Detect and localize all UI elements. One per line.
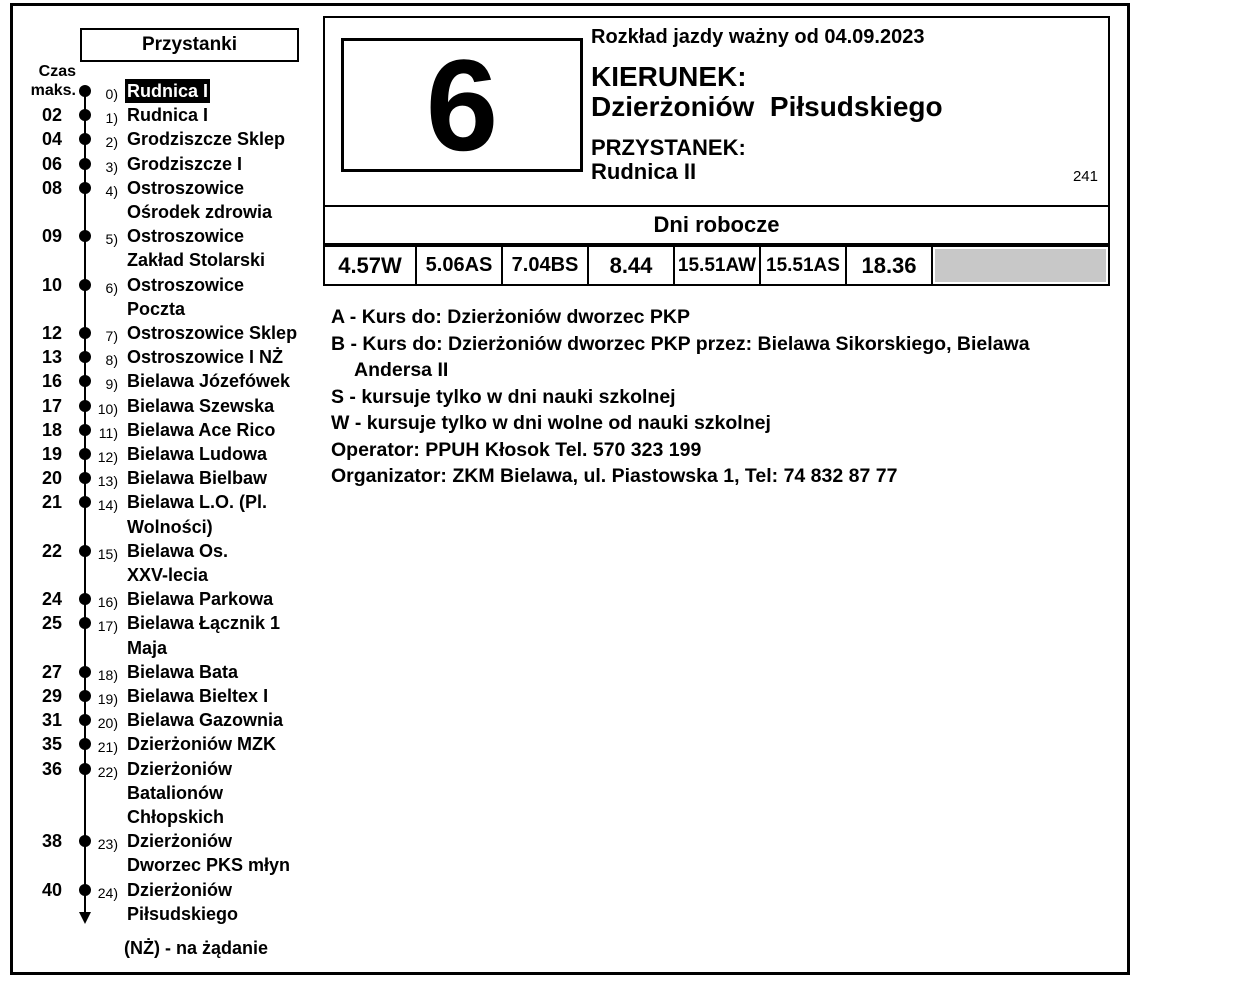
stop-row [0,369,310,393]
stop-row [0,757,310,827]
legend-line: Andersa II [354,359,449,381]
stop-dot-icon [79,593,91,605]
legend-line: Operator: PPUH Kłosok Tel. 570 323 199 [331,438,702,461]
stop-time: 31 [41,710,62,731]
departure-time: 8.44 [589,247,675,284]
stop-number: 7) [105,328,118,344]
stop-time: 22 [41,540,62,561]
stop-name: Bielawa Gazownia [127,710,284,731]
stop-number: 22) [97,763,118,780]
stop-number: 20) [97,715,118,732]
arrow-down-icon [79,912,91,924]
stop-row [0,466,310,490]
stop-dot-icon [79,472,91,484]
stop-dot-icon [79,85,91,97]
stop-row [0,224,310,271]
departures-row [323,245,1110,286]
stop-dot-icon [79,327,91,339]
stop-dot-icon [79,400,91,412]
stop-row [0,418,310,442]
departure-time: 7.04BS [503,247,589,284]
stop-row [0,829,310,876]
stop-time: 02 [41,105,62,126]
stop-dot-icon [79,666,91,678]
stop-number: 3) [105,158,118,175]
stop-row [0,321,310,345]
direction-name: Dzierżoniów Piłsudskiego [591,91,943,122]
stop-number: 14) [97,497,118,514]
stop-number: 4) [105,182,118,199]
stop-row [0,587,310,611]
stop-name: Bielawa Ludowa [127,444,268,464]
stop-row [0,878,310,924]
stop-time: 21 [41,492,62,513]
line-number-box [341,32,583,178]
stop-dot-icon [79,375,91,387]
stop-name: Dzierżoniów Dworzec PKS młyn [127,831,291,876]
stop-name: Bielawa Os. XXV-lecia [127,540,229,585]
stop-name: Bielawa Bieltex I [127,686,269,706]
stop-time: 09 [41,226,62,247]
stop-time: 35 [41,734,62,755]
stop-label: PRZYSTANEK: [591,135,746,160]
stop-row [0,103,310,127]
stop-time: 27 [41,661,62,682]
stop-row [0,345,310,369]
stop-number: 23) [97,836,118,853]
stop-name: Ostroszowice Ośrodek zdrowia [127,177,273,222]
empty-cell [935,249,1106,282]
stop-dot-icon [79,617,91,629]
stop-row [0,708,310,732]
stop-number: 19) [97,691,118,707]
stop-name: Ostroszowice I NŻ [127,347,284,368]
stop-time: 18 [41,419,62,440]
stop-time: 06 [41,153,62,174]
stop-dot-icon [79,158,91,170]
stop-dot-icon [79,424,91,436]
stop-row [0,539,310,585]
stop-number: 15) [97,545,118,562]
stop-name: Dzierżoniów Piłsudskiego [127,879,239,924]
valid-from: Rozkład jazdy ważny od 04.09.2023 [591,26,925,48]
departure-time: 18.36 [847,247,933,284]
stop-time: 04 [41,129,62,150]
stop-row [0,442,310,466]
stop-number: 9) [105,376,118,393]
stop-number: 10) [97,400,118,417]
stop-name: Ostroszowice Zakład Stolarski [127,226,266,271]
stop-row [0,490,310,537]
stop-dot-icon [79,109,91,121]
stop-name: Bielawa Bielbaw [127,468,268,489]
stop-row [0,273,310,319]
stop-time: 19 [41,444,62,464]
departure-time: 5.06AS [417,247,503,284]
legend-line: A - Kurs do: Dzierżoniów dworzec PKP [331,306,690,328]
stop-row [0,394,310,418]
stop-number: 6) [105,279,118,296]
stop-time: 10 [41,274,62,295]
stop-row [0,152,310,176]
stop-dot-icon [79,133,91,145]
stop-time: 20 [41,468,62,489]
legend-line: Organizator: ZKM Bielawa, ul. Piastowska 1, Tel: 74 832 87 77 [331,465,898,487]
stop-dot-icon [79,763,91,775]
stop-row [0,660,310,684]
stop-number: 5) [105,231,118,248]
stop-number: 1) [105,110,118,127]
stop-time: 40 [41,879,62,900]
stop-name: Grodziszcze I [127,153,243,174]
stop-dot-icon [79,448,91,460]
stop-time: 25 [41,613,62,634]
stop-dot-icon [79,496,91,508]
stop-time: 17 [41,395,62,416]
current-stop-name: Rudnica I [125,79,210,103]
departure-time: 15.51AW [675,247,761,284]
stop-number: 24) [97,884,118,901]
stop-dot-icon [79,279,91,291]
line-number: 6 [425,32,499,178]
legend-line: S - kursuje tylko w dni nauki szkolnej [331,385,676,408]
day-type: Dni robocze [323,205,1110,245]
stop-number: 12) [97,449,118,465]
legend [331,304,1091,490]
stop-dot-icon [79,351,91,363]
stop-name: Bielawa Bata [127,661,239,682]
stop-name: Rudnica I [127,105,209,126]
on-request-note: (NŻ) - na żądanie [124,938,269,958]
stop-time: 29 [41,686,62,706]
stop-number: 18) [97,666,118,683]
stop-name: Bielawa Parkowa [127,589,274,610]
stop-row [0,127,310,151]
legend-line: B - Kurs do: Dzierżoniów dworzec PKP przez: Bielawa Sikorskiego, Bielawa [331,332,1030,355]
stops-title: Przystanki [80,28,299,62]
stop-number: 21) [97,739,118,756]
stop-time: 12 [41,323,62,343]
stop-name: Rudnica II [591,159,697,184]
stop-number: 2) [105,134,118,151]
stop-row [0,732,310,756]
stop-name: Bielawa Ace Rico [127,419,276,440]
stop-name: Bielawa Józefówek [127,371,291,392]
departure-time: 4.57W [325,247,417,284]
stop-row [0,79,310,103]
stop-name: Bielawa Szewska [127,395,275,416]
stop-dot-icon [79,690,91,702]
stop-name: Dzierżoniów Batalionów Chłopskich [127,758,233,827]
stop-number: 11) [98,424,118,441]
stop-name: Ostroszowice Poczta [127,274,245,319]
stop-time: 13 [41,347,62,368]
direction-label: KIERUNEK: [591,61,747,92]
header-box [323,16,1110,207]
stop-time: 38 [41,831,62,852]
stop-name: Bielawa L.O. (Pl. Wolności) [127,492,268,537]
stop-dot-icon [79,714,91,726]
stop-time: 24 [41,589,62,610]
stop-name: Ostroszowice Sklep [127,323,298,343]
stop-dot-icon [79,230,91,242]
stop-row [0,176,310,222]
stop-name: Bielawa Łącznik 1 Maja [127,613,281,658]
stop-dot-icon [79,884,91,896]
stop-name: Dzierżoniów MZK [127,734,276,755]
stop-dot-icon [79,545,91,557]
stop-number: 13) [97,473,118,490]
stop-row [0,684,310,708]
stop-dot-icon [79,835,91,847]
stop-number: 17) [97,618,118,635]
stop-name: Grodziszcze Sklep [127,129,286,150]
stop-time: 08 [41,177,62,198]
schedule-code: 241 [1072,168,1098,185]
legend-line: W - kursuje tylko w dni wolne od nauki szkolnej [331,412,771,434]
stop-number: 8) [105,352,118,369]
stop-dot-icon [79,182,91,194]
stop-number: 0) [105,86,118,102]
stop-time: 16 [41,371,62,392]
stop-dot-icon [79,738,91,750]
stop-row [0,611,310,658]
stop-number: 16) [97,594,118,611]
departure-time: 15.51AS [761,247,847,284]
stop-time: 36 [41,758,62,779]
time-header: Czas maks. [30,63,76,99]
